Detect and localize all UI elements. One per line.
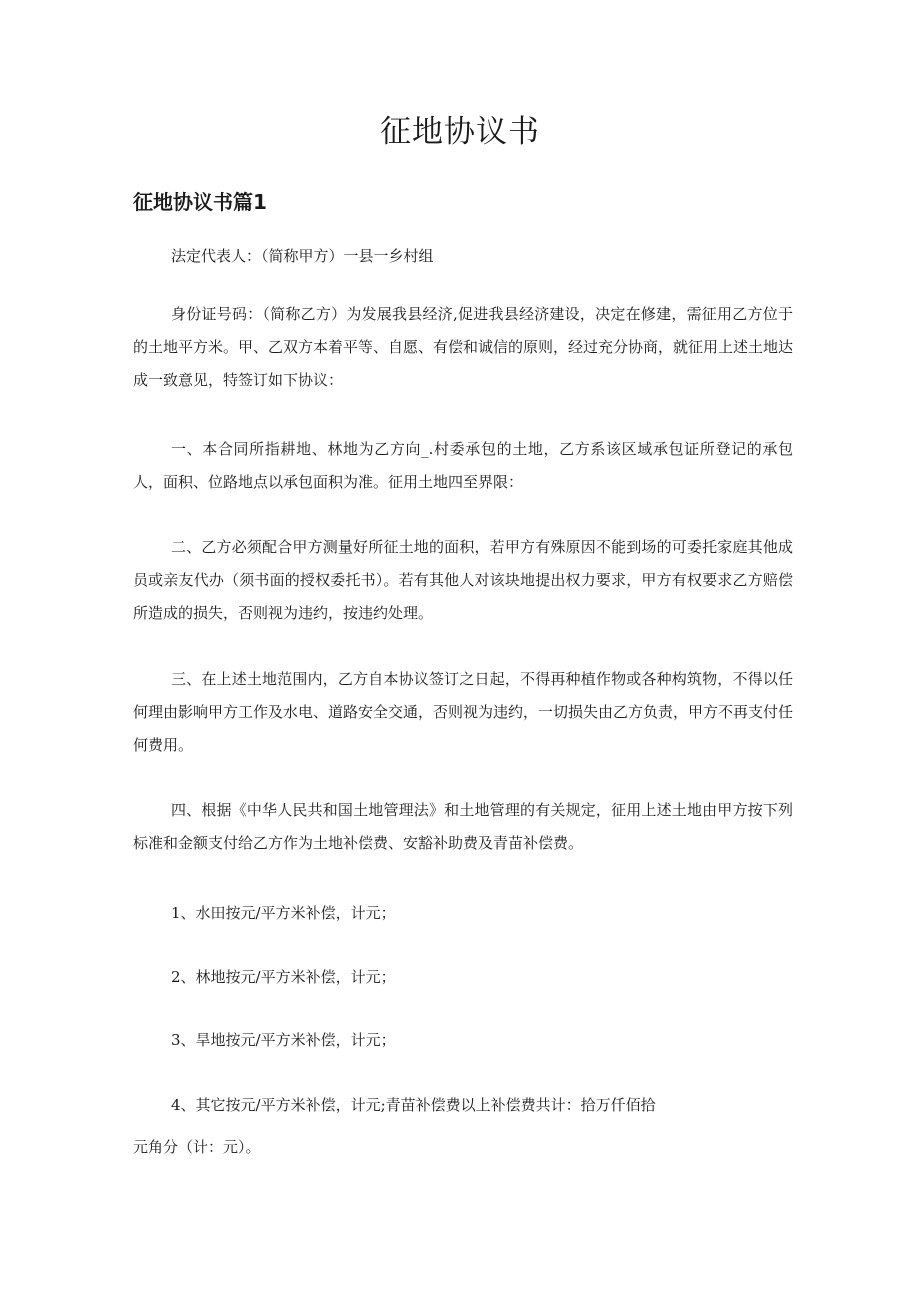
paragraph-clause-1: 一、本合同所指耕地、林地为乙方向_.村委承包的土地，乙方系该区域承包证所登记的承包人，面积、位路地点以承包面积为准。征用土地四至界限： [133, 440, 793, 491]
paragraph-clause-3: 三、在上述土地范围内，乙方自本协议签订之日起，不得再种植作物或各种构筑物，不得以任何理由影响甲方工作及水电、道路安全交通，否则视为违约，一切损失由乙方负责，甲方不再支付任何费用。 [133, 670, 794, 754]
list-item-paddy-field: 1、水田按元/平方米补偿，计元； [171, 904, 396, 922]
document-title: 征地协议书 [380, 114, 540, 150]
paragraph-clause-4: 四、根据《中华人民共和国土地管理法》和土地管理的有关规定，征用上述土地由甲方按下列标准和金额支付给乙方作为土地补偿费、安豁补助费及青苗补偿费。 [133, 801, 793, 852]
list-item-other: 4、其它按元/平方米补偿，计元;青苗补偿费以上补偿费共计：拾万仟佰拾 [171, 1096, 656, 1114]
paragraph-legal-rep: 法定代表人：（简称甲方）一县一乡村组 [171, 247, 434, 265]
section-heading: 征地协议书篇1 [133, 190, 267, 214]
paragraph-id-number: 身份证号码：（简称乙方）为发展我县经济,促进我县经济建设，决定在修建，需征用乙方位于的土地平方米。甲、乙双方本着平等、自愿、有偿和诚信的原则，经过充分协商，就征用上述土地达成一致意见，特签订如下协议： [133, 305, 794, 389]
paragraph-total-amount: 元角分（计：元）。 [133, 1138, 261, 1156]
list-item-forest-land: 2、林地按元/平方米补偿，计元； [171, 968, 396, 986]
paragraph-clause-2: 二、乙方必须配合甲方测量好所征土地的面积，若甲方有殊原因不能到场的可委托家庭其他成员或亲友代办（须书面的授权委托书）。若有其他人对该块地提出权力要求，甲方有权要求乙方赔偿所造成的损失，否则视为违约，按违约处理。 [133, 538, 793, 622]
list-item-dry-land: 3、旱地按元/平方米补偿，计元； [171, 1031, 396, 1049]
